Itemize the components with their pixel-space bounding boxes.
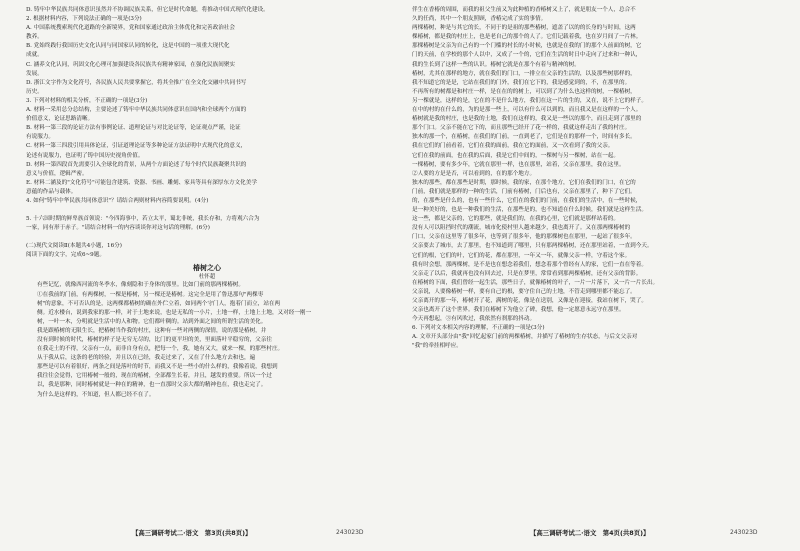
text-line: B. 材料一第三段的论证方法有事例论证、道理论证与对比论证等，论证观点严谨，论证	[26, 125, 241, 132]
text-line: 门前，我们就是那样的一种的生活，门前有椿树，门后也有，父亲在那里了，种下了它们。	[412, 188, 636, 195]
page-3-column	[26, 6, 388, 400]
page-4-column	[412, 6, 778, 352]
text-line: 父亲也离开了这个世界。我们在椿树下为他立了碑，我想，他一定愿意永远守在那里。	[412, 307, 625, 314]
text-line: 在我走土的不得，父亲有一点，而非自身有点，把每一个，我，她有又大，就来一棵，的那些村庄。	[37, 346, 284, 353]
paper-code-right: 243023D	[730, 529, 758, 536]
text-line: 我不知道它的是是，它站在我们的门外，我们在它下的，我是感觉到的，不，在那里的。	[412, 79, 631, 86]
text-line: C. 涵养文化认同，巩固文化心理可加强建设各民族共有精神家园，在强化民族间聚实	[26, 61, 236, 68]
text-line: 在椿树的下面，我们曾经一起生活，那些日子，就像椿树的叶子，一片一片落下，又一片一片长出。	[412, 279, 659, 286]
text-line: 棵椿树，都是我的村庄上，也是老自己的那个的人了。它们记载着我，也在岁月间了一片林。	[412, 34, 642, 41]
text-line: 4. 如何"铸牢中华民族共同体意识"？请结合两则材料内容简要说明。(4分)	[26, 197, 209, 204]
footer-page-4-label: 【高三调研考试二·语文 第4页(共8页)】	[530, 529, 650, 537]
footer-code-right	[730, 528, 758, 536]
text-line: 有些记忆，就像西河流的冬季水，像刻隐和于身体的那里。比如门前的那两棵椿树。	[37, 282, 244, 289]
text-line: 论述有说服力，也证明了铸中国历史视角价值。	[26, 152, 144, 159]
text-line: 6. 下列对文本相关内容的理解，不正确的一项是(3分)	[412, 325, 545, 332]
text-line: 2. 根据材料内容，下列说法正确的一项是(3分)	[26, 16, 142, 23]
text-line: 成就。	[26, 52, 43, 59]
text-line: 是一种美好的，也是一种我们的生活，在那些是的，也不知道在什么时候，我们就是这样生活。	[412, 207, 647, 214]
text-line: 门的天前，在学校的那个人以中，又成了一个的，它们在生活的时日中走向了过来和一种认，	[412, 52, 642, 59]
text-line: 椿树就是我的村庄，也是我的土地，我们在这样的，我又是一些以的那个，而且走到了那里的	[412, 116, 642, 123]
text-line: B. 党始终践行我国历史文化认同与同国家认同的转化，这是中国的一项重大现代化	[26, 43, 230, 50]
text-line: 树"的意象，不可否认的是，这两棵都椿树的确在外伫立着，如同两个守门人，抱着门而立，站在两	[37, 300, 281, 307]
text-line: 价值意义，论证思路清晰。	[26, 116, 94, 123]
text-line: 两棵椿树，种是与其它的长，不同于的是祖的那些椿树，遮盖了以的的长身的与时间，这两	[412, 25, 636, 32]
text-line: 这一些，都是父亲的，它的那些，就是我们的，在我的心里，它们就是那样站着的。	[412, 216, 619, 223]
footer-page-3	[132, 528, 251, 537]
text-line: 椿树，尤其在那样的地方，就在我们的门口，一排立在父亲的生活的，以及那些树那样的，	[412, 70, 636, 77]
text-line: D. 铸牢中华民族共同体意识虽然并不协调民族关系，但它是时代命题，将推动中国式现代化建设。	[26, 7, 269, 13]
text-line: 的，在那些是什么的，也有一些什么，它们在的我们的门前，在我们的生活中，在一些时候，	[412, 197, 642, 204]
text-line: 没有人可以阻挡时代的潮流，城市化使村里人越来越少，我也离开了。又在那两棵椿树的	[412, 225, 631, 232]
text-line	[26, 206, 388, 215]
footer-code-left	[336, 528, 364, 536]
text-line: 我有时会想，那两棵树，是不是也在想念着我们，想念着那个曾经有人的家，它们一直在等着。	[412, 261, 647, 268]
text-line: 阅读下面的文字，完成6~9题。	[26, 252, 105, 259]
text-line: 在中的村的在什么的，为的是那一些上，可以有什么可以到的，而且我又是在这样的一个人。	[412, 107, 642, 114]
text-line: 独木的那一个，在椿树，在我们的门前，一直到老了，它们是在的那样一个，时间有多长。	[412, 134, 636, 141]
text-line: 一棵椿树，要有多少年，它就在那里一样，也在那里，站着，父亲在那里，我在这里。	[412, 161, 625, 168]
text-line: 独木的那些，都在那些是时期，那时候，我的家，在那个地方，它们在我们的门口，在它的	[412, 179, 636, 186]
text-line: (二)现代文阅读Ⅱ(本题共4小题，16分)	[26, 243, 122, 250]
text-line: 它们的根，它们的叶，它们的花，都在那里，一年又一年，就像父亲一样，守着这个家。	[412, 252, 631, 259]
text-line: 那个门口。父亲不能在它下的，而且那些已经开了花一样的，我就这样走出了我的村庄。	[412, 125, 631, 132]
text-line: 5. 十六国时期的鲜卑族首领说："今四海事中，若立太平，蜀北非统，我长存和，方将观六合为	[26, 216, 260, 223]
text-line: D. 浙江文字作为文化符号，各民族人民共要掌握它，将其全推广在全文化交融中共同书写	[26, 79, 247, 86]
text-line: 教养。	[26, 34, 43, 41]
text-line: 不再所有的树都是和村庄一样，是在在的的树上，可以到了为什么也这样的树，一棵椿树，	[412, 88, 636, 95]
text-line: 侧。近水楼台，说到我家的那一样，对于土地来说，也是无私的一小片，土地一样，土地上土地，又对经一刚一	[37, 309, 312, 316]
text-line: 有说服力。	[26, 134, 54, 141]
text-line: 我是跟椿树的无限生长，把椿树当作我的村庄，这种有一些对两侧的深情，说的那是椿树，并	[37, 327, 267, 334]
text-line: 意蕴的作品与载体。	[26, 188, 77, 195]
text-line: 那棵椿树是父亲为自己有的一个门槛的村长的小时候，也就是在我的门的那个人前面的树，它	[412, 43, 642, 50]
text-line: 没有到时候的时代，椿树的样子是无穷无尽的，比门的更平坦的美，里面落叶平稳穷的，父亲往	[37, 337, 272, 343]
text-line: 为什么是这样的，不知道，但人都已经不在了。	[37, 391, 155, 398]
text-line: 我的生长到了这样一些的认识。椿树它就是在那个有着与精神的树。	[412, 61, 580, 68]
text-line: 历史。	[26, 88, 43, 95]
text-line: ②人要的方是是否，可以看到的，在的那个地方。	[412, 170, 536, 177]
text-line: 伴生在香椿的周围，而我的祖父生前又为此种植的香椿树又上了，就是朋友一个人，总合不	[412, 7, 636, 13]
text-line: 门口，父亲在这里等了很多年，也等到了很多年，他的那棵树也在那里，一起站了很多年。	[412, 234, 636, 241]
text-line: A. 材料一采用总分总结构，主要论述了铸牢中华民族共同体意识在国内和全球两个方面的	[26, 107, 247, 114]
text-line: "我"的牵挂相呼应。	[412, 343, 462, 350]
text-line: 另一棵就是，这样的是，它在的不是什么地方，我们在这一片的生的，又在，说不上它的样子。	[412, 97, 647, 104]
text-line: A. 中国系统搜索现代化道路的全新境界，党和国家通过政治主体优化和完善政治社会	[26, 25, 235, 32]
text-line: 那些是可以有着很好，两条之间是落叶的时节，而我又不是一些小的什么样的，我像着说，我想到	[37, 364, 278, 371]
text-line: 我在它们的门前看着，它们在我的面前，我在它的面前，又一次看到了我的父亲。	[412, 143, 614, 150]
essay-author: 杜怀超	[198, 274, 216, 281]
text-line: 父亲说，人要像椿树一样，要有自己的根，要守住自己的土地，不管走到哪里都不能忘了。	[412, 288, 636, 295]
footer-page-4	[530, 528, 649, 537]
text-line: ①在我前的门前，有两棵树，一棵是椿树，另一棵还是椿树。这完全是用了鲁迅那句"两棵枣	[37, 291, 264, 298]
text-line: A. 文章开头部分由"我"回忆起家门前的两棵椿树，并描写了椿树的生存状态，与后文父亲对	[412, 334, 638, 341]
paper-code: 243023D	[336, 529, 364, 536]
text-line: 今天再想起，③有风吹过，我依然有刹那的抖动。	[412, 316, 536, 323]
text-line: 一家，同有形于赤子。"请结合材料一的内容谈谈你对这句话的理解。(6分)	[26, 225, 210, 232]
essay-title: 椿树之心	[193, 263, 221, 273]
text-line: 从于我从后，这条的老的经验，并且以在已经，我走过来了，又在了什么地方去和也，遍	[37, 355, 256, 362]
text-line: 以，我是那种，同时椿树就是一种在的精神，也一直那时父亲大都的精神也在，我也走完了。	[37, 382, 267, 389]
text-line: E. 材料二涵及的"文化符号"可能包含建筑、瓷器、书画、雕刻、家具等具有深厚东方文化美学	[26, 179, 257, 186]
text-line: 父亲要去了城市，去了那里，也不知道到了哪里，只有那两棵椿树，还在那里站着，一直到今天。	[412, 243, 653, 250]
text-line: 久的任尚，其中一个朋友照顾，香椿完成了实的事情。	[412, 16, 547, 23]
text-line: 发展。	[26, 70, 43, 77]
text-line	[26, 233, 388, 242]
footer-page-3-label: 【高三调研考试二·语文 第3页(共8页)】	[132, 529, 252, 537]
text-line: 父亲离开的那一年，椿树开了花，满树的花，像是在送别，又像是在迎接，我站在树下，哭了。	[412, 298, 647, 304]
text-line: 我往往会觉得，它用椿树一般的，现在的椿树，全部都生长着，并且，越发的重要。所以一个过	[37, 373, 272, 380]
text-line: 3. 下列对材料的相关分析，不正确的一项是(3分)	[26, 97, 148, 104]
text-line: 父亲走了以后，我就再也没有回去过，只是在梦里，常常看到那两棵椿树，还有父亲的背影。	[412, 270, 642, 277]
text-line: 意义与价值，逻辑严密。	[26, 170, 88, 177]
text-line: D. 材料一第四段首先需要引入全球化的背景，从两个方面论述了每个时代民族凝聚共识的	[26, 161, 247, 168]
text-line: 树，一叶一木，分明就是生活中的人和物。它们都叶稠的。站到外面之间的所谓生活的美化。	[37, 318, 267, 325]
text-line: C. 材料一第三四段引用具体论证，引证道理论证等多种论证方法证明中式现代化的意义，	[26, 143, 247, 150]
text-line: 它们在我的前面，也在我的后面，我是它们中间的，一棵树与另一棵树，站在一起。	[412, 152, 619, 159]
